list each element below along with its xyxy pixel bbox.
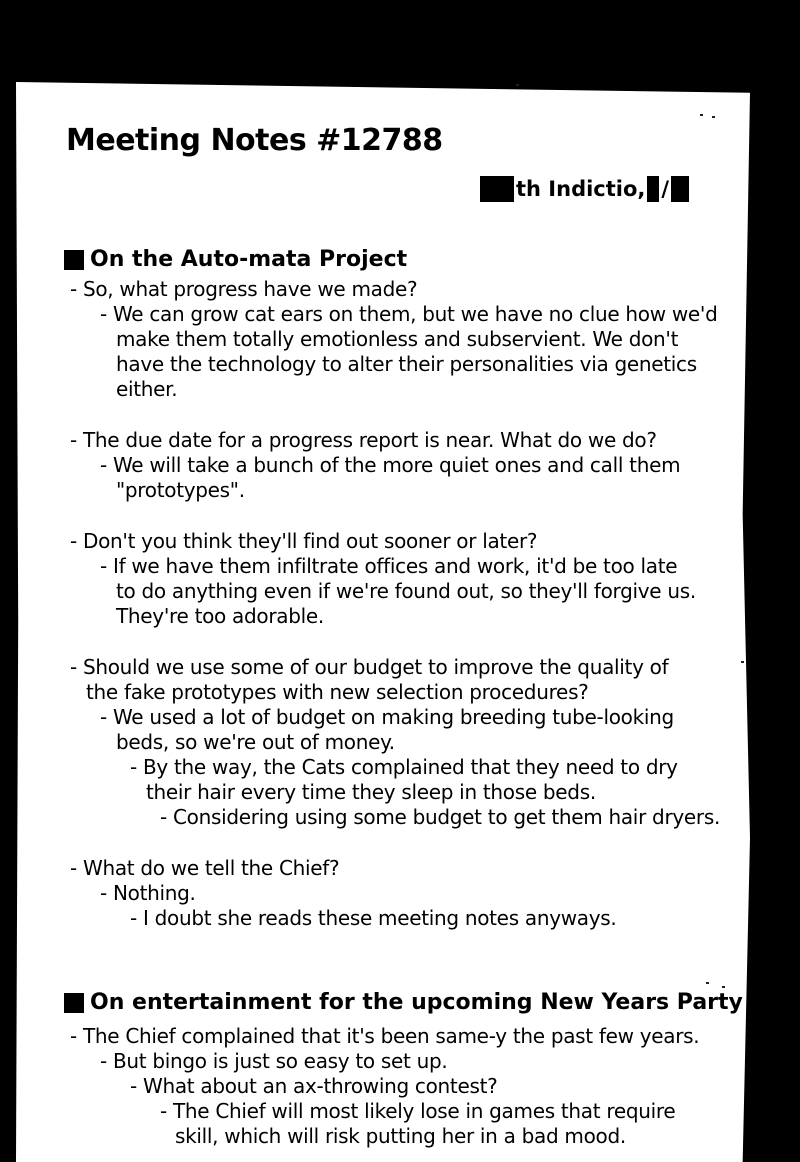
note-line: have the technology to alter their personalities via genetics xyxy=(116,352,697,376)
note-line: to do anything even if we're found out, so they'll forgive us. xyxy=(116,579,696,603)
note-line: - We can grow cat ears on them, but we have no clue how we'd xyxy=(100,302,718,326)
redaction-bar xyxy=(647,176,659,202)
scan-speck xyxy=(706,982,709,984)
note-line: - The Chief complained that it's been same-y the past few years. xyxy=(70,1024,700,1048)
note-line: - So, what progress have we made? xyxy=(70,277,418,301)
scan-speck xyxy=(516,84,519,86)
note-line: - We used a lot of budget on making breeding tube-looking xyxy=(100,705,674,729)
page-title: Meeting Notes #12788 xyxy=(66,123,443,158)
note-line: - Considering using some budget to get them hair dryers. xyxy=(160,805,721,829)
note-line: They're too adorable. xyxy=(116,604,324,628)
note-line: - Should we use some of our budget to improve the quality of xyxy=(70,655,669,679)
note-line: - What about an ax-throwing contest? xyxy=(130,1074,498,1098)
section-heading-new-years-party xyxy=(64,990,743,1015)
redaction-bar xyxy=(671,176,689,202)
note-line: make them totally emotionless and subservient. We don't xyxy=(116,327,679,351)
note-line: - Nothing. xyxy=(100,881,196,905)
note-line: - We will take a bunch of the more quiet ones and call them xyxy=(100,453,681,477)
date-line xyxy=(480,176,689,202)
scan-speck xyxy=(741,661,744,663)
note-line: - The Chief will most likely lose in games that require xyxy=(160,1099,676,1123)
date-text: th Indictio, xyxy=(516,177,646,201)
note-line: their hair every time they sleep in those beds. xyxy=(146,780,596,804)
note-line: - Don't you think they'll find out sooner or later? xyxy=(70,529,538,553)
date-separator: / xyxy=(661,177,670,201)
section-heading-text: On the Auto-mata Project xyxy=(90,247,408,272)
note-line: - But bingo is just so easy to set up. xyxy=(100,1049,448,1073)
scan-speck xyxy=(712,116,715,118)
note-line: the fake prototypes with new selection procedures? xyxy=(86,680,589,704)
scan-speck xyxy=(700,114,703,116)
redaction-bar xyxy=(480,176,514,202)
note-line: - The due date for a progress report is near. What do we do? xyxy=(70,428,657,452)
note-line: "prototypes". xyxy=(116,478,245,502)
note-line: beds, so we're out of money. xyxy=(116,730,395,754)
section-heading-text: On entertainment for the upcoming New Years Party xyxy=(90,990,743,1015)
note-line: skill, which will risk putting her in a bad mood. xyxy=(175,1124,626,1148)
note-line: - By the way, the Cats complained that they need to dry xyxy=(130,755,678,779)
scan-speck xyxy=(722,986,725,988)
note-line: - What do we tell the Chief? xyxy=(70,856,340,880)
note-line: either. xyxy=(116,377,178,401)
section-heading-automata xyxy=(64,247,407,272)
square-bullet-icon xyxy=(64,250,84,270)
square-bullet-icon xyxy=(64,993,84,1013)
note-line: - I doubt she reads these meeting notes anyways. xyxy=(130,906,617,930)
note-line: - If we have them infiltrate offices and work, it'd be too late xyxy=(100,554,678,578)
